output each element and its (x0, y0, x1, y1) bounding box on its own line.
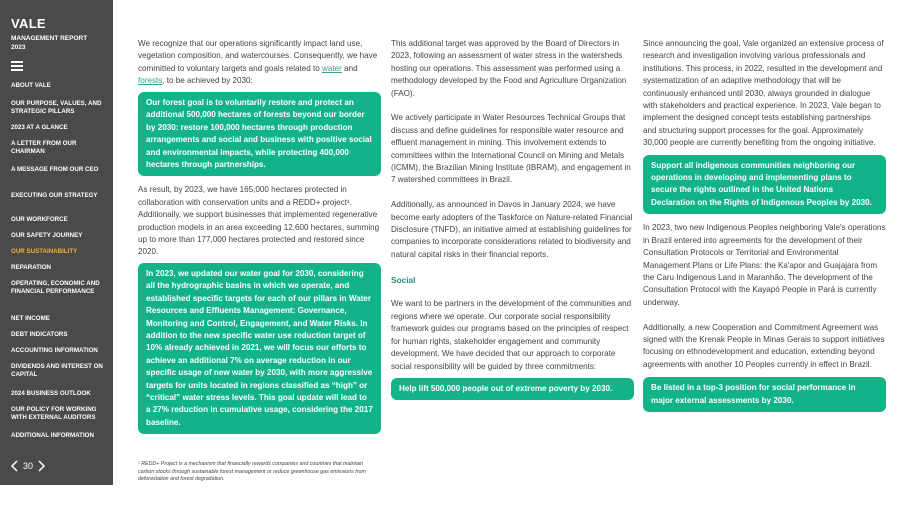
poverty-goal-box: Help lift 500,000 people out of extreme poverty by 2030. (391, 378, 634, 400)
column-1 (138, 38, 381, 438)
water-goal-box: In 2023, we updated our water goal for 2030, considering all the hydrographic basins in which we operate, and established specific targets for each of our pillars in Water Resources and Effluents Management: Governance, Monitoring and Control, Engagement, and Water Risks. In addition to the new specific water use reduction target of 10% already achieved in 2021, we will focus our efforts to achieve an additional 7% on average reduction in our specific usage of new water by 2030, with more aggressive targets for units located in regions classified as “high” or “critical” water stress levels. This goal update will lead to a 27% reduction in cumulative usage, considering the 2017 baseline. (138, 263, 381, 434)
sidebar-item-net-income[interactable]: NET INCOME (11, 315, 50, 322)
report-year: 2023 (11, 44, 26, 51)
sidebar (0, 0, 113, 485)
sidebar-item-reparation[interactable]: REPARATION (11, 264, 51, 271)
report-title-text: MANAGEMENT REPORT (11, 35, 88, 42)
next-page-icon[interactable] (37, 460, 46, 472)
redd-footnote: ¹ REDD+ Project is a mechanism that financially rewards companies and countries that maintain carbon stocks through sustainable forest management or reduce greenhouse gas emissions from deforestation and forest degradation. (138, 461, 366, 483)
sidebar-item-2023-at-a-glance[interactable]: 2023 AT A GLANCE (11, 124, 68, 131)
sidebar-item-letter-chairman[interactable]: A LETTER FROM OUR CHAIRMAN (11, 140, 77, 155)
sidebar-item-additional-information[interactable]: ADDITIONAL INFORMATION (11, 432, 94, 439)
sidebar-item-dividends[interactable]: DIVIDENDS AND INTEREST ON CAPITAL (11, 363, 103, 378)
paragraph-hectares: As result, by 2023, we have 165,000 hectares protected in collaboration with conservation units and a REDD+ project¹. Additionally, we support businesses that implemented regenerative production models in an area exceeding 12,600 hectares, summing up to more than 177,000 hectares protected and restored since 2020. (138, 185, 380, 257)
paragraph-impact-end: , to be achieved by 2030: (162, 76, 253, 86)
paragraph-impact-text: We recognize that our operations significantly impact land use, vegetation composition, and watercourses. Consequently, we have committed to voluntary targets and goals related to (138, 39, 378, 73)
paragraph-impact (138, 38, 381, 88)
indigenous-goal-box: Support all indigenous communities neighboring our operations in developing and implementing plans to secure the rights outlined in the United Nations Declaration on the Rights of Indigenous Peoples by 2030. (643, 155, 886, 215)
sidebar-item-sustainability[interactable]: OUR SUSTAINABILITY (11, 248, 78, 255)
column-2 (391, 38, 634, 404)
column-3 (643, 38, 886, 416)
hamburger-menu-icon[interactable] (11, 61, 23, 71)
forests-link[interactable]: forests (138, 76, 163, 86)
water-link[interactable]: water (322, 63, 342, 73)
paragraph-tnfd: Additionally, as announced in Davos in January 2024, we have become early adopters of the Taskforce on Nature-related Financial Disclosure (TNFD), an initiative aimed at establishing guidelines for companies to incorporate considerations related to biodiversity and natural capital risks in their financial reports. (391, 200, 633, 259)
sidebar-item-debt-indicators[interactable]: DEBT INDICATORS (11, 331, 68, 338)
report-title (11, 34, 87, 52)
paragraph-impact-and: and (341, 63, 358, 73)
page-number: 30 (23, 461, 34, 471)
sidebar-item-business-outlook[interactable]: 2024 BUSINESS OUTLOOK (11, 390, 91, 397)
paragraph-research-process: Since announcing the goal, Vale organized an extensive process of research and investigation involving various professionals and institutions. This process, in 2022, resulted in the development and systematization of an adaptive methodology that will be continuously enhanced until 2030, always grounded in dialogue with stakeholders and practical experience. In 2023, Vale began to implement the designed concept tests establishing partnerships and structuring support processes for the goal. Approximately 30,000 people are currently benefiting from the ongoing initiative. (643, 39, 884, 148)
sidebar-item-message-ceo[interactable]: A MESSAGE FROM OUR CEO (11, 166, 99, 173)
sidebar-item-operating-performance[interactable]: OPERATING, ECONOMIC AND FINANCIAL PERFORMANCE (11, 280, 100, 295)
paragraph-technical-groups: We actively participate in Water Resources Technical Groups that discuss and define guidelines for responsible water resource and effluent management in mining. This involvement extends to committees within the International Council on Mining and Metals (ICMM), the Brazilian Mining Institute (IBRAM), and engagement in 7 watershed committees in Brazil. (391, 113, 631, 185)
previous-page-icon[interactable] (10, 460, 19, 472)
sidebar-item-about-vale[interactable]: ABOUT VALE (11, 82, 51, 89)
brand-logo[interactable]: VALE (11, 16, 46, 31)
social-performance-goal-box: Be listed in a top-3 position for social performance in major external assessments by 2030. (643, 377, 886, 412)
paragraph-krenak-agreement: Additionally, a new Cooperation and Commitment Agreement was signed with the Krenak People in Minas Gerais to support initiatives focusing on ethnodevelopment and education, extending beyond agreements with another 10 Peoples currently in effect in Brazil. (643, 322, 885, 369)
sidebar-item-purpose-values[interactable]: OUR PURPOSE, VALUES, AND STRATEGIC PILLARS (11, 100, 102, 115)
sidebar-item-workforce[interactable]: OUR WORKFORCE (11, 216, 68, 223)
forest-goal-box: Our forest goal is to voluntarily restore and protect an additional 500,000 hectares of forests beyond our border by 2030: restore 100,000 hectares through production arrangements and social and business with positive social and environmental impacts, while protecting 400,000 hectares through partnerships. (138, 92, 381, 176)
sidebar-item-external-auditors[interactable]: OUR POLICY FOR WORKING WITH EXTERNAL AUDITORS (11, 406, 97, 421)
social-heading: Social (391, 274, 416, 285)
bottom-bar (0, 485, 909, 511)
paragraph-partners: We want to be partners in the development of the communities and regions where we operate. Our corporate social responsibility framework guides our programs based on the principles of respect for human rights, stakeholder engagement and community development. We have decided that our approach to corporate social responsibility will be guided by three commitments: (391, 299, 632, 371)
paragraph-board-approval: This additional target was approved by the Board of Directors in 2023, following an assessment of water stress in the watersheds hosting our operations. This assessment was performed using a methodology developed by the Food and Agriculture Organization (FAO). (391, 39, 627, 98)
sidebar-item-accounting-information[interactable]: ACCOUNTING INFORMATION (11, 347, 98, 354)
sidebar-item-safety-journey[interactable]: OUR SAFETY JOURNEY (11, 232, 83, 239)
sidebar-item-executing-strategy[interactable]: EXECUTING OUR STRATEGY (11, 192, 98, 199)
paragraph-indigenous-agreements: In 2023, two new Indigenous Peoples neighboring Vale's operations in Brazil entered into agreements for the development of their Consultation Protocols or Territorial and Environmental Management Plans or Life Plans: the Ka'apor and Guajajara from the Caru Indigenous Land in Maranhão. The development of the Consultation Protocol with the Kayapó People in Pará is currently underway. (643, 223, 886, 307)
page-navigation (10, 460, 46, 472)
